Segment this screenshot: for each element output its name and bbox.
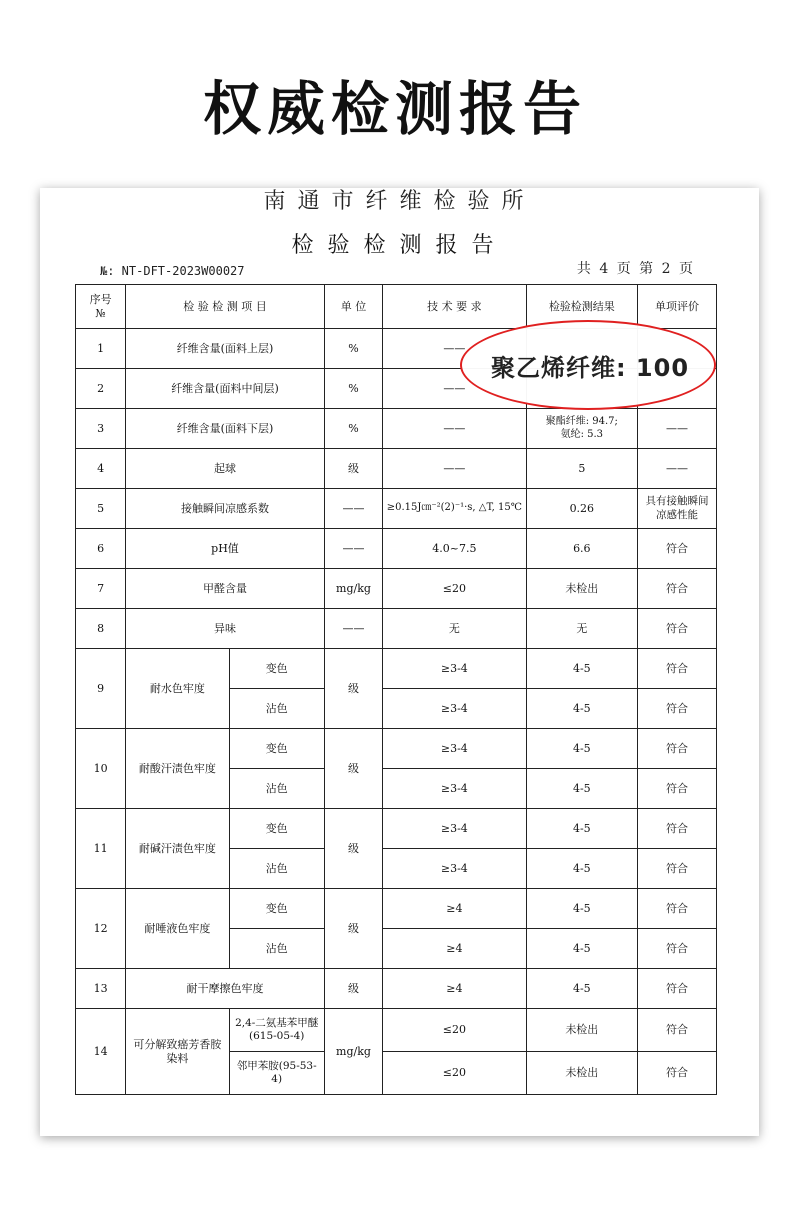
- row-result: 4-5: [526, 649, 638, 689]
- row-item: 耐水色牢度: [126, 649, 229, 729]
- row-no: 10: [76, 729, 126, 809]
- row-subitem: 沾色: [229, 769, 324, 809]
- row-unit: 级: [324, 889, 382, 969]
- row-evaluation: 符合: [638, 969, 717, 1009]
- page-title: 权威检测报告: [202, 75, 587, 143]
- row-unit: %: [324, 329, 382, 369]
- row-evaluation: ——: [638, 449, 717, 489]
- table-row: [76, 449, 717, 489]
- row-requirement: ≤20: [383, 1009, 526, 1052]
- row-requirement: ——: [383, 449, 526, 489]
- row-unit: 级: [324, 729, 382, 809]
- row-no: 8: [76, 609, 126, 649]
- row-unit: ——: [324, 529, 382, 569]
- row-unit: mg/kg: [324, 569, 382, 609]
- row-subitem: 变色: [229, 809, 324, 849]
- row-evaluation: 符合: [638, 809, 717, 849]
- table-row: [76, 729, 717, 769]
- header-unit: 单 位: [324, 285, 382, 329]
- report-document: [40, 188, 759, 1136]
- row-evaluation: 符合: [638, 609, 717, 649]
- row-item: 耐酸汗渍色牢度: [126, 729, 229, 809]
- row-item: pH值: [126, 529, 325, 569]
- row-unit: 级: [324, 809, 382, 889]
- row-no: 13: [76, 969, 126, 1009]
- header-result: 检验检测结果: [526, 285, 638, 329]
- table-row: [76, 889, 717, 929]
- report-title: 检验检测报告: [291, 233, 508, 258]
- row-evaluation: 符合: [638, 729, 717, 769]
- row-requirement: ——: [383, 369, 526, 409]
- row-unit: %: [324, 409, 382, 449]
- row-requirement: ≥3-4: [383, 649, 526, 689]
- row-item: 异味: [126, 609, 325, 649]
- row-evaluation: 具有接触瞬间凉感性能: [638, 489, 717, 529]
- row-item: 耐碱汗渍色牢度: [126, 809, 229, 889]
- row-evaluation: 符合: [638, 1009, 717, 1052]
- row-no: 11: [76, 809, 126, 889]
- row-no: 6: [76, 529, 126, 569]
- row-unit: %: [324, 369, 382, 409]
- row-evaluation: ——: [638, 409, 717, 449]
- row-item: 甲醛含量: [126, 569, 325, 609]
- row-requirement: ≥4: [383, 929, 526, 969]
- table-row: [76, 529, 717, 569]
- table-row: [76, 1009, 717, 1052]
- row-requirement: ≤20: [383, 1052, 526, 1095]
- row-subitem: 变色: [229, 729, 324, 769]
- row-item: 可分解致癌芳香胺染料: [126, 1009, 229, 1095]
- row-subitem: 沾色: [229, 929, 324, 969]
- row-subitem: 邻甲苯胺(95-53-4): [229, 1052, 324, 1095]
- row-no: 5: [76, 489, 126, 529]
- table-row: [76, 609, 717, 649]
- header-item: 检 验 检 测 项 目: [126, 285, 325, 329]
- row-requirement: ≤20: [383, 569, 526, 609]
- row-result: 4-5: [526, 729, 638, 769]
- header-evaluation: 单项评价: [638, 285, 717, 329]
- row-result: 未检出: [526, 1009, 638, 1052]
- row-result: 未检出: [526, 569, 638, 609]
- row-result: 4-5: [526, 809, 638, 849]
- row-result: 4-5: [526, 689, 638, 729]
- row-subitem: 变色: [229, 649, 324, 689]
- table-row: [76, 969, 717, 1009]
- row-evaluation: 符合: [638, 649, 717, 689]
- row-evaluation: 符合: [638, 889, 717, 929]
- row-result: 无: [526, 609, 638, 649]
- row-subitem: 2,4-二氨基苯甲醚(615-05-4): [229, 1009, 324, 1052]
- row-item: 纤维含量(面料上层): [126, 329, 325, 369]
- table-row: [76, 489, 717, 529]
- row-requirement: ≥3-4: [383, 849, 526, 889]
- row-subitem: 沾色: [229, 849, 324, 889]
- row-no: 1: [76, 329, 126, 369]
- row-requirement: ≥3-4: [383, 689, 526, 729]
- row-requirement: ——: [383, 329, 526, 369]
- row-unit: 级: [324, 969, 382, 1009]
- row-item: 耐干摩擦色牢度: [126, 969, 325, 1009]
- highlight-text: 聚乙烯纤维: 100: [490, 354, 690, 382]
- row-unit: 级: [324, 449, 382, 489]
- row-evaluation: 符合: [638, 569, 717, 609]
- row-requirement: ≥3-4: [383, 809, 526, 849]
- row-evaluation: 符合: [638, 929, 717, 969]
- row-item: 纤维含量(面料中间层): [126, 369, 325, 409]
- report-number: №: NT-DFT-2023W00027: [100, 264, 245, 278]
- row-result: 4-5: [526, 969, 638, 1009]
- row-unit: ——: [324, 609, 382, 649]
- row-subitem: 沾色: [229, 689, 324, 729]
- row-requirement: ≥3-4: [383, 729, 526, 769]
- row-result: 4-5: [526, 929, 638, 969]
- row-item: 接触瞬间凉感系数: [126, 489, 325, 529]
- row-no: 12: [76, 889, 126, 969]
- row-requirement: ≥0.15J㎝⁻²(2)⁻¹·s, △T, 15℃: [383, 489, 526, 529]
- row-no: 14: [76, 1009, 126, 1095]
- table-row: [76, 649, 717, 689]
- row-evaluation: 符合: [638, 849, 717, 889]
- row-unit: 级: [324, 649, 382, 729]
- row-result: 未检出: [526, 1052, 638, 1095]
- table-row: [76, 409, 717, 449]
- row-result: 0.26: [526, 489, 638, 529]
- row-evaluation: 符合: [638, 689, 717, 729]
- row-no: 3: [76, 409, 126, 449]
- header-requirement: 技 术 要 求: [383, 285, 526, 329]
- row-item: 纤维含量(面料下层): [126, 409, 325, 449]
- table-row: [76, 809, 717, 849]
- row-requirement: 4.0~7.5: [383, 529, 526, 569]
- row-result: 4-5: [526, 849, 638, 889]
- row-no: 7: [76, 569, 126, 609]
- row-unit: ——: [324, 489, 382, 529]
- row-result: 聚酯纤维: 94.7; 氨纶: 5.3: [526, 409, 638, 449]
- row-subitem: 变色: [229, 889, 324, 929]
- row-requirement: ≥4: [383, 889, 526, 929]
- header-seq: 序号 №: [76, 285, 126, 329]
- row-no: 9: [76, 649, 126, 729]
- row-evaluation: 符合: [638, 529, 717, 569]
- page-count: 共 4 页 第 2 页: [576, 261, 695, 277]
- row-result: 4-5: [526, 769, 638, 809]
- row-item: 起球: [126, 449, 325, 489]
- row-result: 5: [526, 449, 638, 489]
- row-item: 耐唾液色牢度: [126, 889, 229, 969]
- row-unit: mg/kg: [324, 1009, 382, 1095]
- row-requirement: 无: [383, 609, 526, 649]
- row-result: 4-5: [526, 889, 638, 929]
- row-result: 6.6: [526, 529, 638, 569]
- institution-name: 南通市纤维检验所: [263, 189, 536, 214]
- row-no: 4: [76, 449, 126, 489]
- row-requirement: ≥3-4: [383, 769, 526, 809]
- row-no: 2: [76, 369, 126, 409]
- row-evaluation: 符合: [638, 1052, 717, 1095]
- row-requirement: ≥4: [383, 969, 526, 1009]
- row-evaluation: 符合: [638, 769, 717, 809]
- table-row: [76, 569, 717, 609]
- row-requirement: ——: [383, 409, 526, 449]
